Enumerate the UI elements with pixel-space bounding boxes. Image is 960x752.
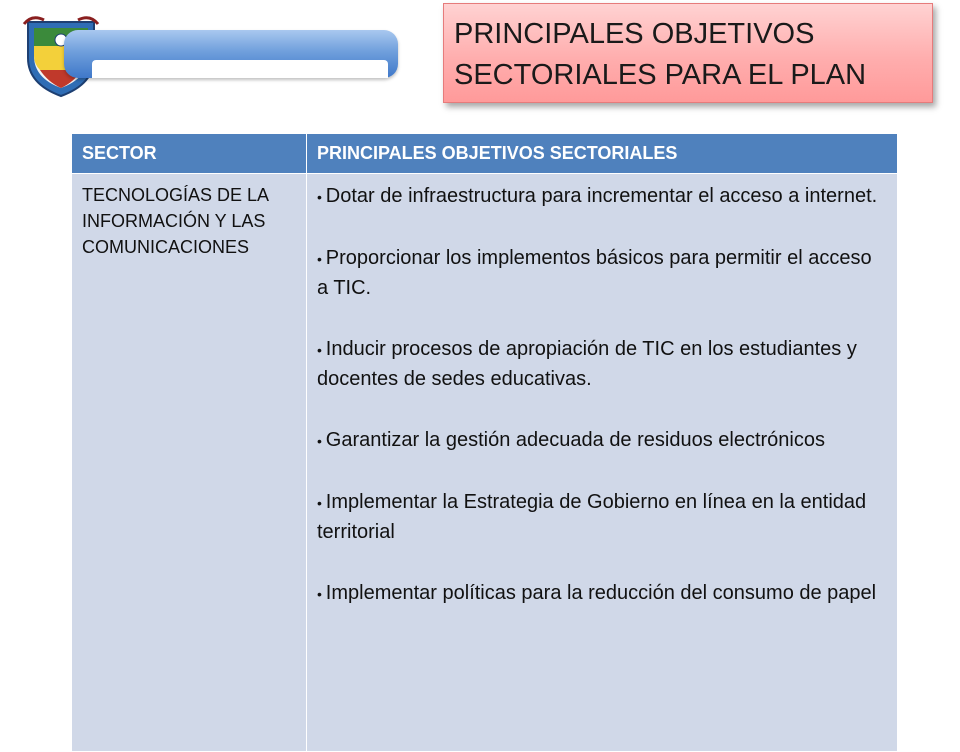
objectives-cell (307, 174, 898, 752)
bullet-icon: • (317, 251, 326, 267)
objective-text: Dotar de infraestructura para incrementar el acceso a internet. (325, 185, 878, 207)
objective-item (317, 335, 887, 394)
objective-text: Garantizar la gestión adecuada de residuos electrónicos (325, 429, 825, 451)
objective-item (317, 426, 887, 456)
sector-objectives-table (71, 133, 898, 752)
slide-title (443, 3, 933, 103)
bullet-icon: • (317, 586, 326, 602)
objective-item (317, 579, 887, 609)
objective-text: Inducir procesos de apropiación de TIC en los estudiantes y docentes de sedes educativas. (317, 338, 857, 390)
bullet-icon: • (317, 495, 326, 511)
bullet-icon: • (317, 189, 326, 205)
table-row (72, 174, 898, 752)
bullet-icon: • (317, 342, 326, 358)
title-line-1: PRINCIPALES OBJETIVOS (454, 18, 815, 50)
objective-text: Implementar políticas para la reducción del consumo de papel (325, 582, 877, 604)
objective-text: Proporcionar los implementos básicos para permitir el acceso a TIC. (317, 247, 872, 299)
column-header-sector: SECTOR (72, 134, 307, 174)
header-bar-cutout (92, 60, 388, 78)
table-header-row (72, 134, 898, 174)
objective-item (317, 182, 887, 212)
objective-text: Implementar la Estrategia de Gobierno en línea en la entidad territorial (317, 491, 867, 543)
objective-item (317, 244, 887, 303)
bullet-icon: • (317, 433, 326, 449)
title-line-2: SECTORIALES PARA EL PLAN (454, 59, 867, 91)
objective-item (317, 488, 887, 547)
column-header-objectives: PRINCIPALES OBJETIVOS SECTORIALES (307, 134, 898, 174)
sector-name-cell: TECNOLOGÍAS DE LA INFORMACIÓN Y LAS COMUNICACIONES (72, 174, 307, 752)
